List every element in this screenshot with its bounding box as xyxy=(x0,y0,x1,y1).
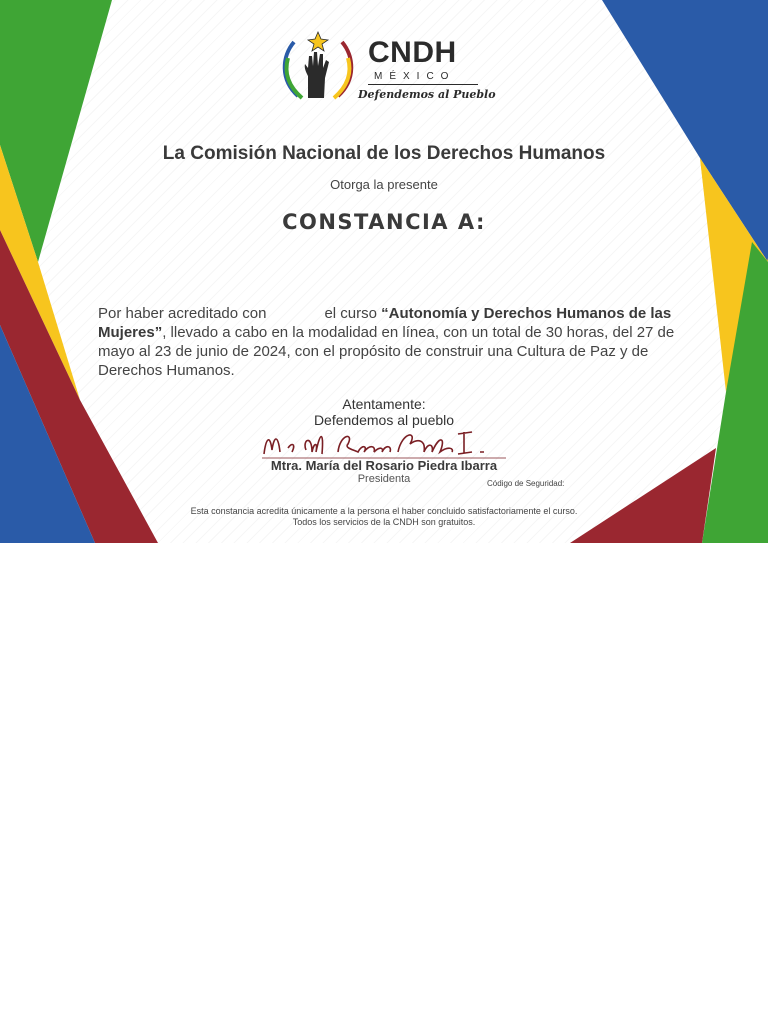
disclaimer-line-1: Esta constancia acredita únicamente a la persona el haber concluido satisfactoriamente el curso. xyxy=(190,506,578,516)
signer-name: Mtra. María del Rosario Piedra Ibarra xyxy=(270,458,498,473)
cndh-logo xyxy=(278,28,496,106)
logo-name: CNDH xyxy=(368,36,457,69)
course-name: “Autonomía y Derechos Humanos de las Mujeres” xyxy=(98,305,672,341)
body-course-prefix: el curso xyxy=(324,305,377,322)
organization-title: La Comisión Nacional de los Derechos Humanos xyxy=(162,143,606,164)
security-code-label: Código de Seguridad: xyxy=(487,479,565,488)
logo-divider xyxy=(368,84,478,85)
certificate-body xyxy=(98,304,678,380)
grants-line: Otorga la presente xyxy=(330,177,438,192)
logo-motto: Defendemos al Pueblo xyxy=(358,88,496,101)
logo-country: MÉXICO xyxy=(374,71,456,82)
closing-motto: Defendemos al pueblo xyxy=(313,412,455,428)
closing: Atentamente: xyxy=(342,396,426,412)
cndh-emblem-icon xyxy=(278,28,358,106)
signer-role: Presidenta xyxy=(357,473,411,485)
certificate-title: CONSTANCIA A: xyxy=(282,210,486,234)
signature-image xyxy=(258,424,510,462)
disclaimer-line-2: Todos los servicios de la CNDH son gratuitos. xyxy=(292,517,476,527)
body-intro: Por haber acreditado con xyxy=(98,305,267,322)
body-details: , llevado a cabo en la modalidad en línea, con un total de 30 horas, del 27 de mayo al 23 de junio de 2024, con el propósito de construir una Cultura de Paz y de Derechos Humanos. xyxy=(98,324,675,379)
